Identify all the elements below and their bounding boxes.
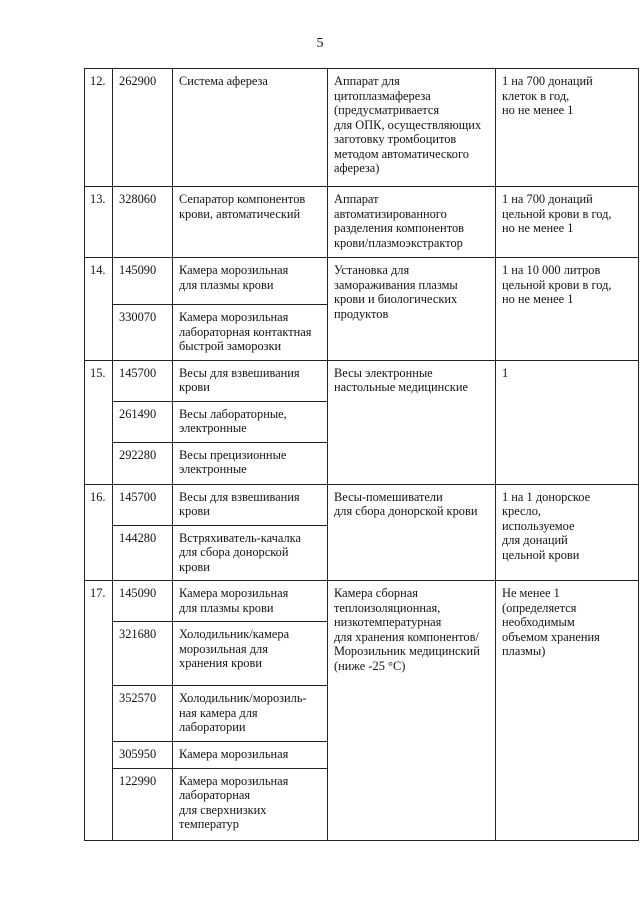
- code-cell: [113, 484, 173, 525]
- code-cell: [113, 686, 173, 742]
- item-name-cell: [173, 69, 328, 187]
- table-row: [85, 69, 639, 187]
- description-cell: [328, 581, 496, 841]
- row-number-cell-text: 13.: [90, 192, 106, 206]
- item-name-cell: [173, 442, 328, 484]
- quantity-cell-text: 1 на 1 донорское кресло, используемое для донаций цельной крови: [502, 489, 591, 562]
- quantity-cell-text: 1 на 10 000 литров цельной крови в год, но не менее 1: [502, 263, 612, 306]
- code-cell: [113, 768, 173, 840]
- quantity-cell-text: 1 на 700 донаций клеток в год, но не менее 1: [502, 74, 593, 117]
- item-name-cell: [173, 768, 328, 840]
- row-number-cell: [85, 187, 113, 258]
- item-name-cell: [173, 686, 328, 742]
- code-cell: [113, 69, 173, 187]
- item-name-cell-text: Холодильник/морозиль- ная камера для лаборатории: [179, 691, 307, 734]
- description-cell: [328, 187, 496, 258]
- description-cell-text: Весы электронные настольные медицинские: [334, 365, 468, 394]
- code-cell-text: 145090: [119, 263, 157, 277]
- equipment-table: [84, 68, 639, 841]
- row-number-cell-text: 16.: [90, 489, 106, 504]
- code-cell: [113, 187, 173, 258]
- description-cell-text: Камера сборная теплоизоляционная, низкотемпературная для хранения компонентов/ Морозильник медицинский (ниже -25 °С): [334, 586, 480, 673]
- row-number-cell-text: 15.: [90, 365, 106, 380]
- code-cell-text: 261490: [119, 406, 157, 421]
- row-number-cell: [85, 484, 113, 581]
- code-cell: [113, 581, 173, 622]
- description-cell: [328, 484, 496, 581]
- item-name-cell: [173, 258, 328, 305]
- code-cell-text: 262900: [119, 74, 157, 88]
- code-cell: [113, 360, 173, 401]
- table-row: [85, 360, 639, 401]
- code-cell: [113, 525, 173, 581]
- item-name-cell-text: Весы для взвешивания крови: [179, 365, 300, 394]
- description-cell-text: Весы-помешиватели для сбора донорской крови: [334, 489, 478, 518]
- row-number-cell-text: 17.: [90, 586, 106, 600]
- quantity-cell: [496, 258, 639, 361]
- code-cell: [113, 622, 173, 686]
- description-cell-text: Аппарат автоматизированного разделения компонентов крови/плазмоэкстрактор: [334, 192, 464, 250]
- item-name-cell-text: Холодильник/камера морозильная для хранения крови: [179, 627, 290, 670]
- code-cell: [113, 258, 173, 305]
- item-name-cell-text: Сепаратор компонентов крови, автоматический: [179, 192, 306, 221]
- item-name-cell-text: Камера морозильная: [179, 747, 289, 761]
- description-cell: [328, 69, 496, 187]
- item-name-cell-text: Камера морозильная лабораторная для сверхнизких температур: [179, 773, 289, 831]
- code-cell-text: 305950: [119, 747, 157, 761]
- item-name-cell-text: Камера морозильная для плазмы крови: [179, 586, 289, 615]
- page-number: 5: [316, 36, 324, 51]
- item-name-cell: [173, 305, 328, 361]
- code-cell: [113, 742, 173, 769]
- description-cell: [328, 360, 496, 484]
- quantity-cell-text: 1: [502, 365, 509, 380]
- code-cell-text: 145700: [119, 365, 157, 380]
- item-name-cell-text: Камера морозильная для плазмы крови: [179, 263, 289, 292]
- quantity-cell: [496, 484, 639, 581]
- code-cell-text: 145090: [119, 586, 157, 600]
- quantity-cell: [496, 581, 639, 841]
- item-name-cell: [173, 581, 328, 622]
- code-cell: [113, 442, 173, 484]
- item-name-cell: [173, 484, 328, 525]
- item-name-cell-text: Встряхиватель-качалка для сбора донорской крови: [179, 530, 301, 574]
- item-name-cell: [173, 360, 328, 401]
- quantity-cell: [496, 69, 639, 187]
- code-cell: [113, 401, 173, 442]
- table-row: [85, 484, 639, 525]
- row-number-cell: [85, 581, 113, 841]
- code-cell-text: 352570: [119, 691, 157, 705]
- item-name-cell-text: Весы прецизионные электронные: [179, 447, 287, 476]
- code-cell-text: 144280: [119, 530, 157, 545]
- item-name-cell: [173, 401, 328, 442]
- item-name-cell: [173, 622, 328, 686]
- item-name-cell-text: Камера морозильная лабораторная контактная быстрой заморозки: [179, 310, 312, 353]
- description-cell-text: Аппарат для цитоплазмафереза (предусматривается для ОПК, осуществляющих заготовку тромбоцитов методом автоматического афереза): [334, 74, 482, 175]
- quantity-cell: [496, 187, 639, 258]
- item-name-cell-text: Весы для взвешивания крови: [179, 489, 300, 518]
- row-number-cell: [85, 258, 113, 361]
- table-row: [85, 258, 639, 305]
- table-row: [85, 581, 639, 622]
- code-cell-text: 292280: [119, 447, 157, 462]
- code-cell: [113, 305, 173, 361]
- code-cell-text: 328060: [119, 192, 157, 206]
- quantity-cell: [496, 360, 639, 484]
- code-cell-text: 330070: [119, 310, 157, 324]
- item-name-cell: [173, 187, 328, 258]
- row-number-cell: [85, 360, 113, 484]
- quantity-cell-text: Не менее 1 (определяется необходимым объемом хранения плазмы): [502, 586, 600, 658]
- table-row: [85, 187, 639, 258]
- row-number-cell-text: 14.: [90, 263, 106, 277]
- description-cell-text: Установка для замораживания плазмы крови и биологических продуктов: [334, 263, 458, 321]
- item-name-cell-text: Система афереза: [179, 74, 268, 88]
- description-cell: [328, 258, 496, 361]
- code-cell-text: 321680: [119, 627, 157, 641]
- item-name-cell: [173, 742, 328, 769]
- row-number-cell-text: 12.: [90, 74, 106, 88]
- code-cell-text: 122990: [119, 773, 157, 788]
- item-name-cell-text: Весы лабораторные, электронные: [179, 406, 287, 435]
- code-cell-text: 145700: [119, 489, 157, 504]
- quantity-cell-text: 1 на 700 донаций цельной крови в год, но не менее 1: [502, 192, 612, 235]
- item-name-cell: [173, 525, 328, 581]
- row-number-cell: [85, 69, 113, 187]
